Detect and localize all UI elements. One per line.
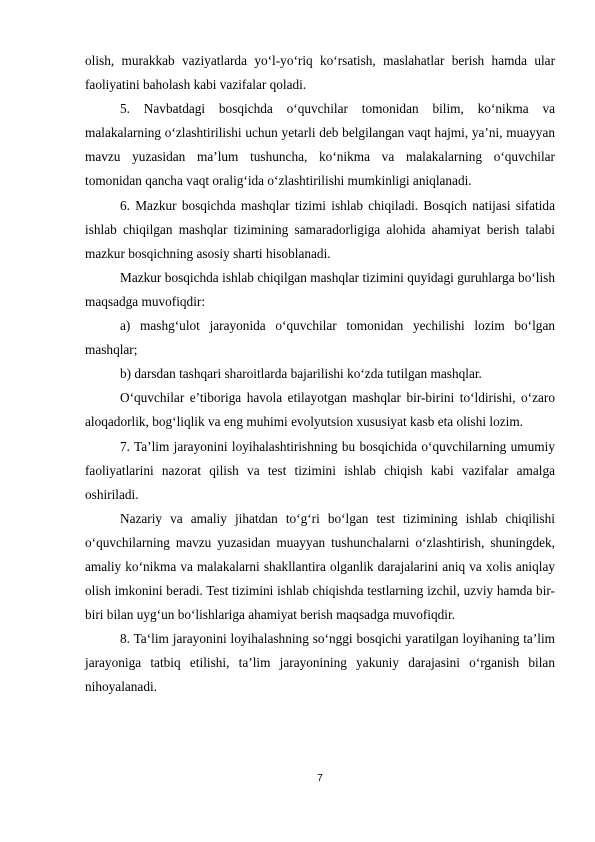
paragraph-2: 5. Navbatdagi bosqichda o‘quvchilar tomonidan bilim, ko‘nikma va malakalarning o‘zlashtirilishi uchun yetarli deb belgilangan vaqt hajmi, ya’ni, muayyan mavzu yuzasidan ma’lum tushuncha, ko‘nikma va malakalarning o‘quvchilar tomonidan qancha vaqt oralig‘ida o‘zlashtirilishi mumkinligi aniqlanadi. xyxy=(85,101,555,189)
paragraph-10: 8. Ta‘lim jarayonini loyihalashning so‘nggi bosqichi yaratilgan loyihaning ta’lim jarayoniga tatbiq etilishi, ta’lim jarayonining yakuniy darajasini o‘rganish bilan nihoyalanadi. xyxy=(85,631,555,695)
paragraph-3: 6. Mazkur bosqichda mashqlar tizimi ishlab chiqiladi. Bosqich natijasi sifatida ishlab chiqilgan mashqlar tizimining samaradorligiga alohida ahamiyat berish talabi mazkur bosqichning asosiy sharti hisoblanadi. xyxy=(85,197,555,261)
paragraph-8: 7. Ta’lim jarayonini loyihalashtirishning bu bosqichida o‘quvchilarning umumiy faoliyatlarini nazorat qilish va test tizimini ishlab chiqish kabi vazifalar amalga oshiriladi. xyxy=(85,438,555,502)
paragraph-1: olish, murakkab vaziyatlarda yo‘l-yo‘riq ko‘rsatish, maslahatlar berish hamda ular faoliyatini baholash kabi vazifalar qoladi. xyxy=(85,53,555,93)
paragraph-5: a) mashg‘ulot jarayonida o‘quvchilar tomonidan yechilishi lozim bo‘lgan mashqlar; xyxy=(85,318,555,358)
document-body xyxy=(85,49,555,700)
paragraph-6: b) darsdan tashqari sharoitlarda bajarilishi ko‘zda tutilgan mashqlar. xyxy=(120,366,482,382)
page-number: 7 xyxy=(317,773,323,784)
paragraph-9: Nazariy va amaliy jihatdan to‘g‘ri bo‘lgan test tizimining ishlab chiqilishi o‘quvchilarning mavzu yuzasidan muayyan tushunchalarni o‘zlashtirish, shuningdek, amaliy ko‘nikma va malakalarni shakllantira olganlik darajalarini aniq va xolis aniqlay olish imkonini beradi. Test tizimini ishlab chiqishda testlarning izchil, uzviy hamda bir-biri bilan uyg‘un bo‘lishlariga ahamiyat berish maqsadga muvofiqdir. xyxy=(85,510,555,623)
paragraph-4: Mazkur bosqichda ishlab chiqilgan mashqlar tizimini quyidagi guruhlarga bo‘lish maqsadga muvofiqdir: xyxy=(85,269,555,309)
paragraph-7: O‘quvchilar e’tiboriga havola etilayotgan mashqlar bir-birini to‘ldirishi, o‘zaro aloqadorlik, bog‘liqlik va eng muhimi evolyutsion xususiyat kasb eta olishi lozim. xyxy=(85,390,555,430)
